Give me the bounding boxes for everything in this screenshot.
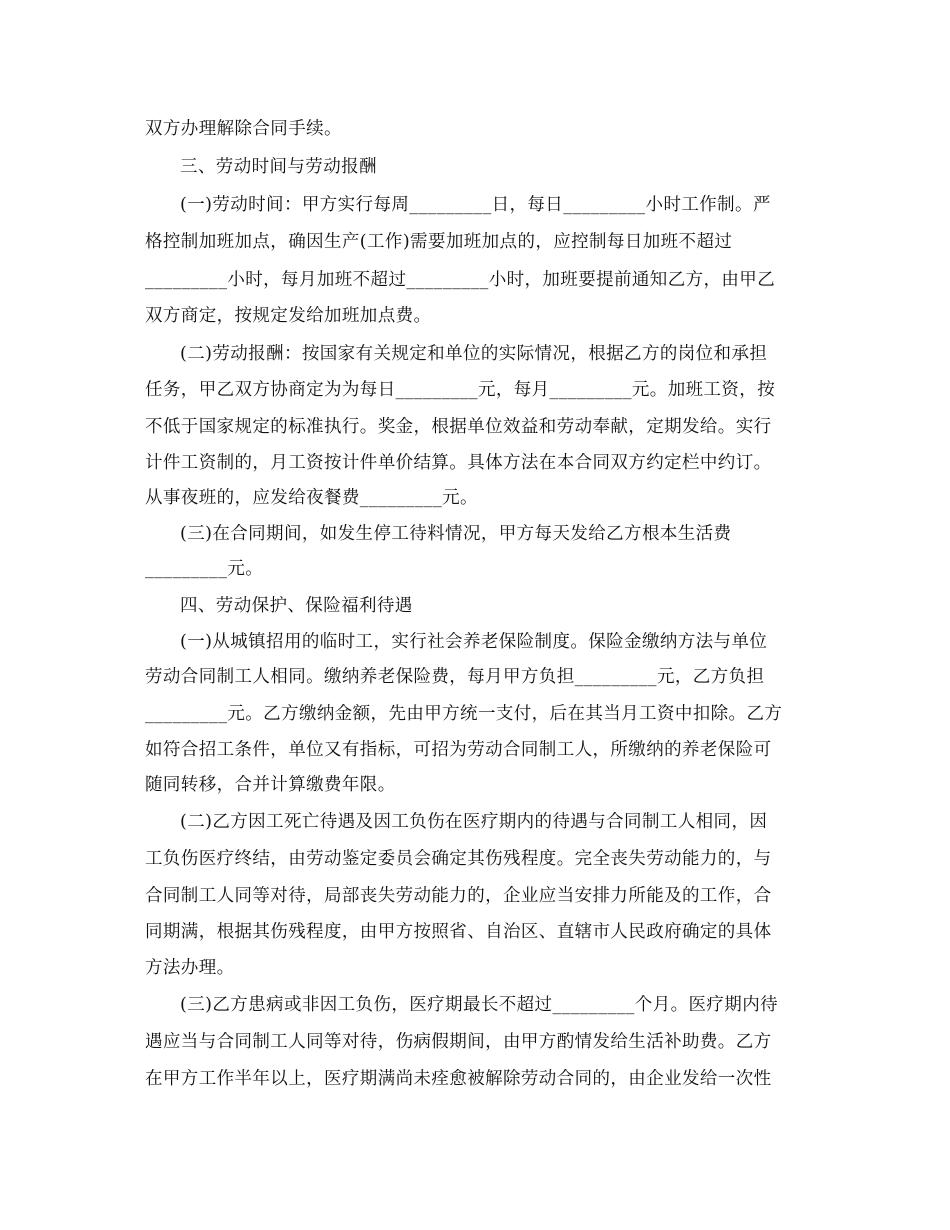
text-line: (二)乙方因工死亡待遇及因工负伤在医疗期内的待遇与合同制工人相同，因	[180, 812, 768, 832]
text-line: (一)从城镇招用的临时工，实行社会养老保险制度。保险金缴纳方法与单位	[180, 632, 768, 652]
text-line: 格控制加班加点，确因生产(工作)需要加班加点的，应控制每日加班不超过	[145, 232, 733, 252]
text-line: 同期满，根据其伤残程度，由甲方按照省、自治区、直辖市人民政府确定的具体	[145, 922, 772, 942]
text-line: 不低于国家规定的标准执行。奖金，根据单位效益和劳动奉献，定期发给。实行	[145, 417, 772, 437]
text-line: 方法办理。	[145, 958, 235, 978]
text-line: (二)劳动报酬：按国家有关规定和单位的实际情况，根据乙方的岗位和承担	[180, 344, 768, 364]
text-line: _________元。乙方缴纳金额，先由甲方统一支付，后在其当月工资中扣除。乙方	[145, 704, 783, 724]
text-line: (一)劳动时间：甲方实行每周_________日，每日_________小时工作制。严	[180, 195, 771, 215]
text-line: 如符合招工条件，单位又有指标，可招为劳动合同制工人，所缴纳的养老保险可	[145, 740, 772, 760]
section-heading: 四、劳动保护、保险福利待遇	[180, 596, 413, 616]
text-line: 遇应当与合同制工人同等对待，伤病假期间，由甲方酌情发给生活补助费。乙方	[145, 1032, 772, 1052]
text-line: (三)乙方患病或非因工负伤，医疗期最长不超过_________个月。医疗期内待	[180, 995, 779, 1015]
text-line: 双方商定，按规定发给加班加点费。	[145, 306, 432, 326]
text-line: 劳动合同制工人相同。缴纳养老保险费，每月甲方负担_________元，乙方负担	[145, 667, 765, 687]
text-line: (三)在合同期间，如发生停工待料情况，甲方每天发给乙方根本生活费	[180, 524, 732, 544]
text-line: _________小时，每月加班不超过_________小时，加班要提前通知乙方，由甲乙	[145, 270, 776, 290]
text-line: _________元。	[145, 559, 264, 579]
text-line: 计件工资制的，月工资按计件单价结算。具体方法在本合同双方约定栏中约订。	[145, 453, 772, 473]
text-line: 双方办理解除合同手续。	[145, 119, 342, 139]
text-line: 随同转移，合并计算缴费年限。	[145, 775, 396, 795]
section-heading: 三、劳动时间与劳动报酬	[180, 157, 377, 177]
text-line: 任务，甲乙双方协商定为为每日_________元，每月_________元。加班工资，按	[145, 380, 776, 400]
text-line: 工负伤医疗终结，由劳动鉴定委员会确定其伤残程度。完全丧失劳动能力的，与	[145, 849, 772, 869]
text-line: 在甲方工作半年以上，医疗期满尚未痊愈被解除劳动合同的，由企业发给一次性	[145, 1069, 772, 1089]
text-line: 合同制工人同等对待，局部丧失劳动能力的，企业应当安排力所能及的工作，合	[145, 886, 772, 906]
text-line: 从事夜班的，应发给夜餐费_________元。	[145, 488, 478, 508]
